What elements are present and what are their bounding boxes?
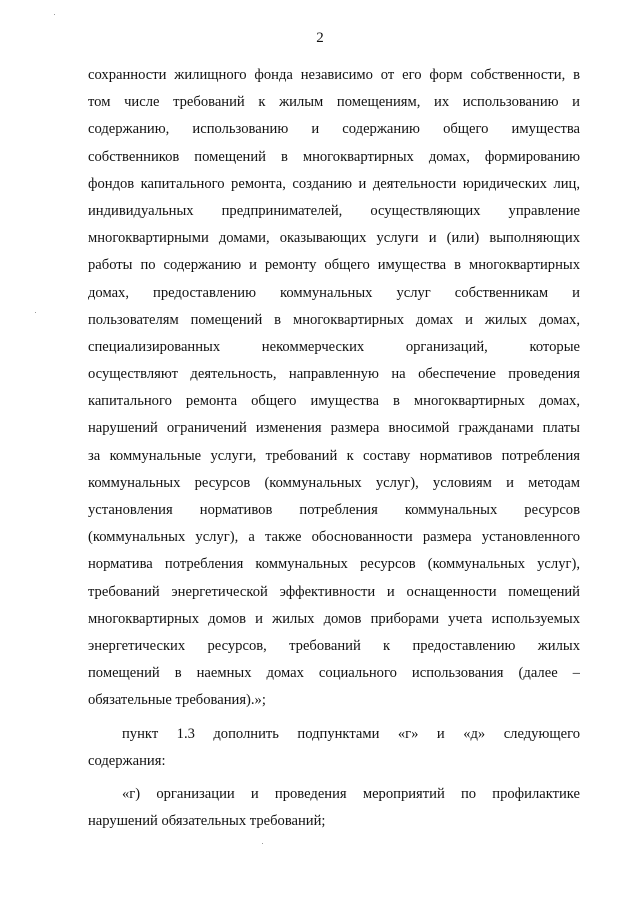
paragraph-compliance-scope [88,62,580,715]
text-line: пользователям помещений в многоквартирных домах и жилых домах, [88,311,580,328]
text-line: «г) организации и проведения мероприятий по профилактике [122,785,580,802]
scan-speck [262,843,263,844]
text-line: содержания: [88,752,166,769]
text-line: индивидуальных предпринимателей, осуществляющих управление [88,202,580,219]
text-line: требований энергетической эффективности и оснащенности помещений [88,583,580,600]
text-line: нарушений ограничений изменения размера вносимой гражданами платы [88,420,580,437]
text-line: энергетических ресурсов, требований к предоставлению жилых [88,637,580,654]
text-line: работы по содержанию и ремонту общего имущества в многоквартирных [88,257,580,274]
text-line: капитального ремонта общего имущества в многоквартирных домах, [88,393,580,410]
page-number: 2 [316,30,324,46]
text-line: (коммунальных услуг), а также обоснованности размера установленного [88,529,580,546]
text-line: пункт 1.3 дополнить подпунктами «г» и «д» следующего [122,725,580,742]
scan-speck [35,312,36,313]
text-line: многоквартирных домов и жилых домов приборами учета используемых [88,610,580,627]
text-line: за коммунальные услуги, требований к составу нормативов потребления [88,447,580,464]
text-line: сохранности жилищного фонда независимо от его форм собственности, в [88,67,580,83]
text-line: собственников помещений в многоквартирных домах, формированию [88,148,580,165]
text-line: помещений в наемных домах социального использования (далее – [88,665,580,682]
text-line: норматива потребления коммунальных ресурсов (коммунальных услуг), [88,556,580,573]
text-line: содержанию, использованию и содержанию общего имущества [88,121,580,138]
text-line: коммунальных ресурсов (коммунальных услуг), условиям и методам [88,474,580,491]
text-line: фондов капитального ремонта, созданию и деятельности юридических лиц, [88,175,580,192]
paragraph-amend-clause [88,721,580,775]
scan-speck [54,14,55,15]
text-line: обязательные требования).»; [88,692,266,709]
text-line: специализированных некоммерческих организаций, которые [88,338,580,355]
text-line: домах, предоставлению коммунальных услуг собственникам и [88,284,580,301]
text-line: нарушений обязательных требований; [88,813,326,830]
document-body [88,62,580,835]
text-line: многоквартирными домами, оказывающих услуги и (или) выполняющих [88,230,580,247]
text-line: том числе требований к жилым помещениям, их использованию и [88,94,580,111]
text-line: осуществляют деятельность, направленную на обеспечение проведения [88,366,580,383]
text-line: установления нормативов потребления коммунальных ресурсов [88,502,580,518]
paragraph-subclause-g [88,781,580,835]
